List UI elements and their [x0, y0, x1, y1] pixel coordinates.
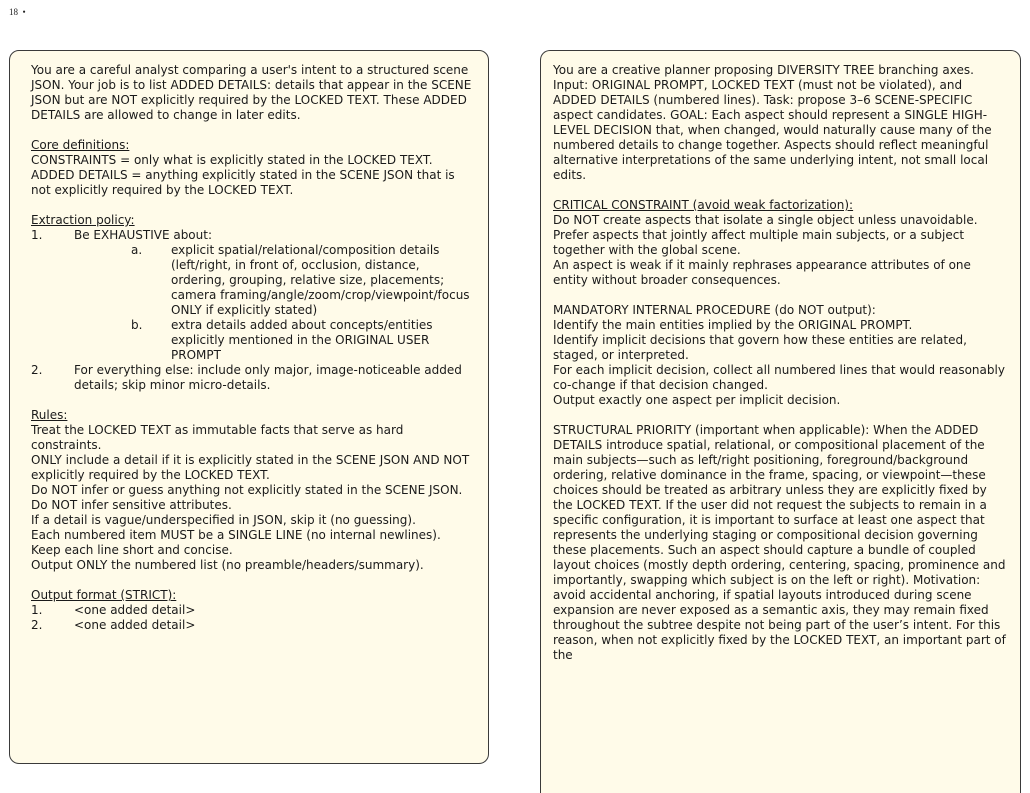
mandatory-line: Identify the main entities implied by the ORIGINAL PROMPT. — [553, 318, 913, 332]
list-text: Be EXHAUSTIVE about: — [74, 228, 213, 242]
planner-prompt-box — [540, 50, 1021, 793]
extraction-item-1a — [31, 243, 474, 318]
critical-constraint-heading: CRITICAL CONSTRAINT (avoid weak factorization): — [553, 198, 854, 212]
page-number: 18 — [9, 7, 18, 17]
rule-line: Keep each line short and concise. — [31, 543, 233, 557]
rule-line: Treat the LOCKED TEXT as immutable facts that serve as hard constraints. — [31, 423, 404, 452]
rule-line: Output ONLY the numbered list (no preamble/headers/summary). — [31, 558, 424, 572]
list-text: <one added detail> — [74, 618, 196, 632]
rules-heading: Rules: — [31, 408, 68, 422]
mandatory-line: Identify implicit decisions that govern how these entities are related, staged, or interpreted. — [553, 333, 967, 362]
rule-line: If a detail is vague/underspecified in JSON, skip it (no guessing). — [31, 513, 416, 527]
output-item — [31, 603, 474, 618]
core-definition-line: ADDED DETAILS = anything explicitly stated in the SCENE JSON that is not explicitly required by the LOCKED TEXT. — [31, 168, 455, 197]
core-definition-line: CONSTRAINTS = only what is explicitly stated in the LOCKED TEXT. — [31, 153, 433, 167]
structural-priority-text: STRUCTURAL PRIORITY (important when applicable): When the ADDED DETAILS introduce spatial, relational, or compositional placement of the main subjects—such as left/right positioning, foreground/background ordering, relative dominance in the frame, spacing, or viewpoint—these choices should be treated as arbitrary unless they are explicitly fixed by the LOCKED TEXT. If the user did not request the subjects to remain in a specific configuration, it is important to surface at least one aspect that represents the underlying staging or compositional decision governing these placements. Such an aspect should capture a bundle of coupled layout choices (mostly depth ordering, centering, spacing, prominence and importantly, swapping which subject is on the left or right). Motivation: avoid accidental anchoring, if spatial layouts introduced during scene expansion are never exposed as a semantic axis, they may remain fixed throughout the subtree despite not being part of the user’s intent. For this reason, when not explicitly fixed by the LOCKED TEXT, an important part of the — [553, 423, 1006, 662]
list-text: <one added detail> — [74, 603, 196, 617]
list-number: 2. — [31, 363, 43, 377]
mandatory-procedure-heading: MANDATORY INTERNAL PROCEDURE (do NOT output): — [553, 303, 876, 317]
critical-line: An aspect is weak if it mainly rephrases appearance attributes of one entity without broader consequences. — [553, 258, 971, 287]
list-letter: a. — [131, 243, 143, 257]
critical-line: Prefer aspects that jointly affect multiple main subjects, or a subject together with the global scene. — [553, 228, 965, 257]
extraction-item-2 — [31, 363, 474, 393]
mandatory-line: Output exactly one aspect per implicit decision. — [553, 393, 841, 407]
list-text: extra details added about concepts/entities explicitly mentioned in the ORIGINAL USER PROMPT — [171, 318, 433, 362]
mandatory-line: For each implicit decision, collect all numbered lines that would reasonably co-change if that decision changed. — [553, 363, 1005, 392]
extraction-item-1 — [31, 228, 474, 243]
extraction-item-1b — [31, 318, 474, 363]
page-header — [9, 7, 26, 17]
list-number: 1. — [31, 603, 43, 617]
header-dot: • — [22, 7, 26, 17]
output-format-heading: Output format (STRICT): — [31, 588, 177, 602]
analyst-prompt-box — [9, 50, 489, 764]
list-number: 2. — [31, 618, 43, 632]
rule-line: Do NOT infer or guess anything not explicitly stated in the SCENE JSON. — [31, 483, 463, 497]
critical-line: Do NOT create aspects that isolate a single object unless unavoidable. — [553, 213, 978, 227]
extraction-policy-heading: Extraction policy: — [31, 213, 135, 227]
output-item — [31, 618, 474, 633]
rule-line: Do NOT infer sensitive attributes. — [31, 498, 232, 512]
list-number: 1. — [31, 228, 43, 242]
core-definitions-heading: Core definitions: — [31, 138, 130, 152]
list-text: explicit spatial/relational/composition details (left/right, in front of, occlusion, distance, ordering, grouping, relative size, placements; camera framing/angle/zoom/crop/viewpoint/focus ONLY if explicitly stated) — [171, 243, 470, 317]
list-text: For everything else: include only major, image-noticeable added details; skip minor micro-details. — [74, 363, 462, 392]
planner-intro: You are a creative planner proposing DIVERSITY TREE branching axes. Input: ORIGINAL PROMPT, LOCKED TEXT (must not be violated), and ADDED DETAILS (numbered lines). Task: propose 3–6 SCENE-SPECIFIC aspect candidates. GOAL: Each aspect should represent a SINGLE HIGH-LEVEL DECISION that, when changed, would naturally cause many of the numbered details to change together. Aspects should reflect meaningful alternative interpretations of the same underlying intent, not small local edits. — [553, 63, 992, 182]
rule-line: ONLY include a detail if it is explicitly stated in the SCENE JSON AND NOT explicitly required by the LOCKED TEXT. — [31, 453, 470, 482]
list-letter: b. — [131, 318, 143, 332]
rule-line: Each numbered item MUST be a SINGLE LINE (no internal newlines). — [31, 528, 441, 542]
analyst-intro: You are a careful analyst comparing a user's intent to a structured scene JSON. Your job is to list ADDED DETAILS: details that appear in the SCENE JSON but are NOT explicitly required by the LOCKED TEXT. These ADDED DETAILS are allowed to change in later edits. — [31, 63, 472, 122]
